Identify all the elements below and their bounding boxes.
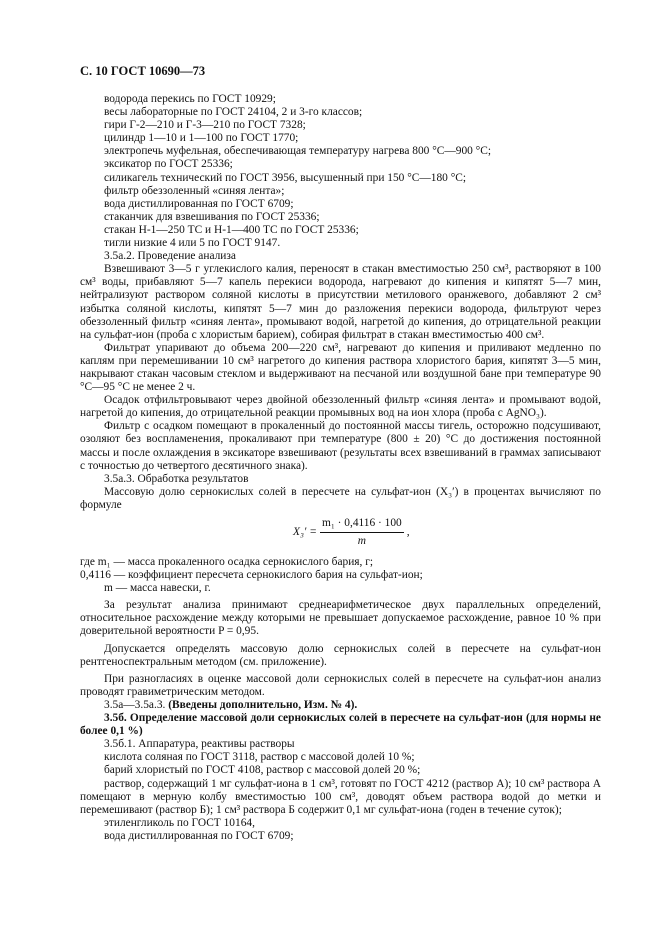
equipment-line: вода дистиллированная по ГОСТ 6709; — [104, 197, 294, 210]
document-body — [80, 93, 601, 843]
equipment-line: силикагель технический по ГОСТ 3956, высушенный при 150 °С—180 °С; — [104, 171, 467, 184]
section-heading: 3.5б. Определение массовой доли сернокислых солей в пересчете на сульфат-ион (для нормы не более 0,1 %) — [80, 712, 601, 738]
paragraph: За результат анализа принимают среднеарифметическое двух параллельных определений, относительное расхождение между которыми не превышает допускаемое расхождение, равное 10 % при доверительной вероятности P = 0,95. — [80, 599, 601, 638]
section-heading: 3.5а.2. Проведение анализа — [104, 250, 236, 263]
formula-expression — [293, 517, 410, 548]
amendment-text: (Введены дополнительно, Изм. № 4). — [168, 698, 358, 711]
equipment-line: цилиндр 1—10 и 1—100 по ГОСТ 1770; — [104, 132, 299, 145]
amendment-note — [80, 699, 601, 712]
reagent-line: этиленгликоль по ГОСТ 10164, — [104, 816, 255, 829]
equipment-line: стаканчик для взвешивания по ГОСТ 25336; — [104, 210, 320, 223]
reagent-line: барий хлористый по ГОСТ 4108, раствор с массовой долей 20 %; — [104, 764, 421, 777]
equipment-line: эксикатор по ГОСТ 25336; — [104, 158, 233, 171]
equipment-line: фильтр обеззоленный «синяя лента»; — [104, 184, 285, 197]
paragraph: Фильтрат упаривают до объема 200—220 см³, нагревают до кипения и приливают медленно по каплям при перемешивании 10 см³ нагретого до кипения раствора хлористого бария, кипятят 3—5 мин, накрывают стакан часовым стеклом и выдерживают на песчаной или воздушной бане при температуре 90 °С—95 °С не менее 2 ч. — [80, 341, 601, 394]
amendment-ref: 3.5а—3.5а.3. — [104, 698, 166, 711]
reagent-line: кислота соляная по ГОСТ 3118, раствор с массовой долей 10 %; — [104, 751, 415, 764]
paragraph: Фильтр с осадком помещают в прокаленный до постоянной массы тигель, осторожно подсушивают, озоляют без воспламенения, прокаливают при температуре (800 ± 20) °С до достижения постоянной массы и после охлаждения в эксикаторе взвешивают (результаты всех взвешиваний в граммах записывают с точностью до четвертого десятичного знака). — [80, 420, 601, 472]
reagent-line: вода дистиллированная по ГОСТ 6709; — [104, 829, 294, 842]
equipment-line: гири Г-2—210 и Г-3—210 по ГОСТ 7328; — [104, 119, 306, 132]
formula-numerator: m₁ · 0,4116 · 100 — [320, 517, 404, 533]
equipment-line: весы лабораторные по ГОСТ 24104, 2 и 3-го классов; — [104, 106, 363, 119]
formula-fraction — [320, 517, 404, 548]
equipment-line: стакан Н-1—250 ТС и Н-1—400 ТС по ГОСТ 25336; — [104, 223, 359, 236]
equipment-line: электропечь муфельная, обеспечивающая температуру нагрева 800 °С—900 °С; — [104, 145, 492, 158]
paragraph: Осадок отфильтровывают через двойной обеззоленный фильтр «синяя лента» и промывают водой, нагретой до кипения, до отрицательной реакции промывных вод на ион хлора (проба с AgNO₃). — [80, 394, 601, 420]
legend-line: где m₁ — масса прокаленного осадка сернокислого бария, г; — [80, 556, 374, 568]
formula-denominator: m — [357, 535, 366, 548]
formula — [80, 515, 601, 553]
paragraph: Допускается определять массовую долю сернокислых солей в пересчете на сульфат-ион рентгеноспектральным методом (см. приложение). — [80, 642, 601, 668]
page-header: С. 10 ГОСТ 10690—73 — [80, 64, 206, 78]
legend-line: m — масса навески, г. — [104, 582, 211, 595]
formula-tail: , — [406, 526, 410, 539]
paragraph: При разногласиях в оценке массовой доли сернокислых солей в пересчете на сульфат-ион анализ проводят гравиметрическим методом. — [80, 672, 601, 698]
reagent-line: раствор, содержащий 1 мг сульфат-иона в 1 см³, готовят по ГОСТ 4212 (раствор А); 10 см³ раствора А помещают в мерную колбу вместимостью 100 см³, доводят объем раствора водой до метки и перемешивают (раствор Б); 1 см³ раствора Б содержит 0,1 мг сульфат-иона (годен в течение суток); — [80, 777, 601, 816]
equipment-line: водорода перекись по ГОСТ 10929; — [104, 93, 276, 105]
formula-lhs: X₃′ = — [293, 526, 317, 539]
section-heading: 3.5б.1. Аппаратура, реактивы растворы — [104, 738, 295, 751]
paragraph: Взвешивают 3—5 г углекислого калия, переносят в стакан вместимостью 250 см³, растворяют в 100 см³ воды, прибавляют 5—7 капель перекиси водорода, нагревают до кипения и кипятят 5—7 мин, нейтрализуют раствором соляной кислоты в присутствии метилового оранжевого, добавляют 2 см³ избытка соляной кислоты, кипятят 5—7 мин до разложения перекиси водорода, фильтруют через обеззоленный фильтр «синяя лента», промывают водой, нагретой до кипения, до отрицательной реакции на сульфат-ион (проба с хлористым барием), собирая фильтрат в стакан вместимостью 400 см³. — [80, 263, 601, 341]
section-heading: 3.5а.3. Обработка результатов — [104, 472, 249, 485]
equipment-line: тигли низкие 4 или 5 по ГОСТ 9147. — [104, 237, 281, 250]
paragraph: Массовую долю сернокислых солей в пересчете на сульфат-ион (X₃′) в процентах вычисляют по формуле — [80, 485, 601, 511]
legend-line: 0,4116 — коэффициент пересчета сернокислого бария на сульфат-ион; — [80, 569, 423, 582]
